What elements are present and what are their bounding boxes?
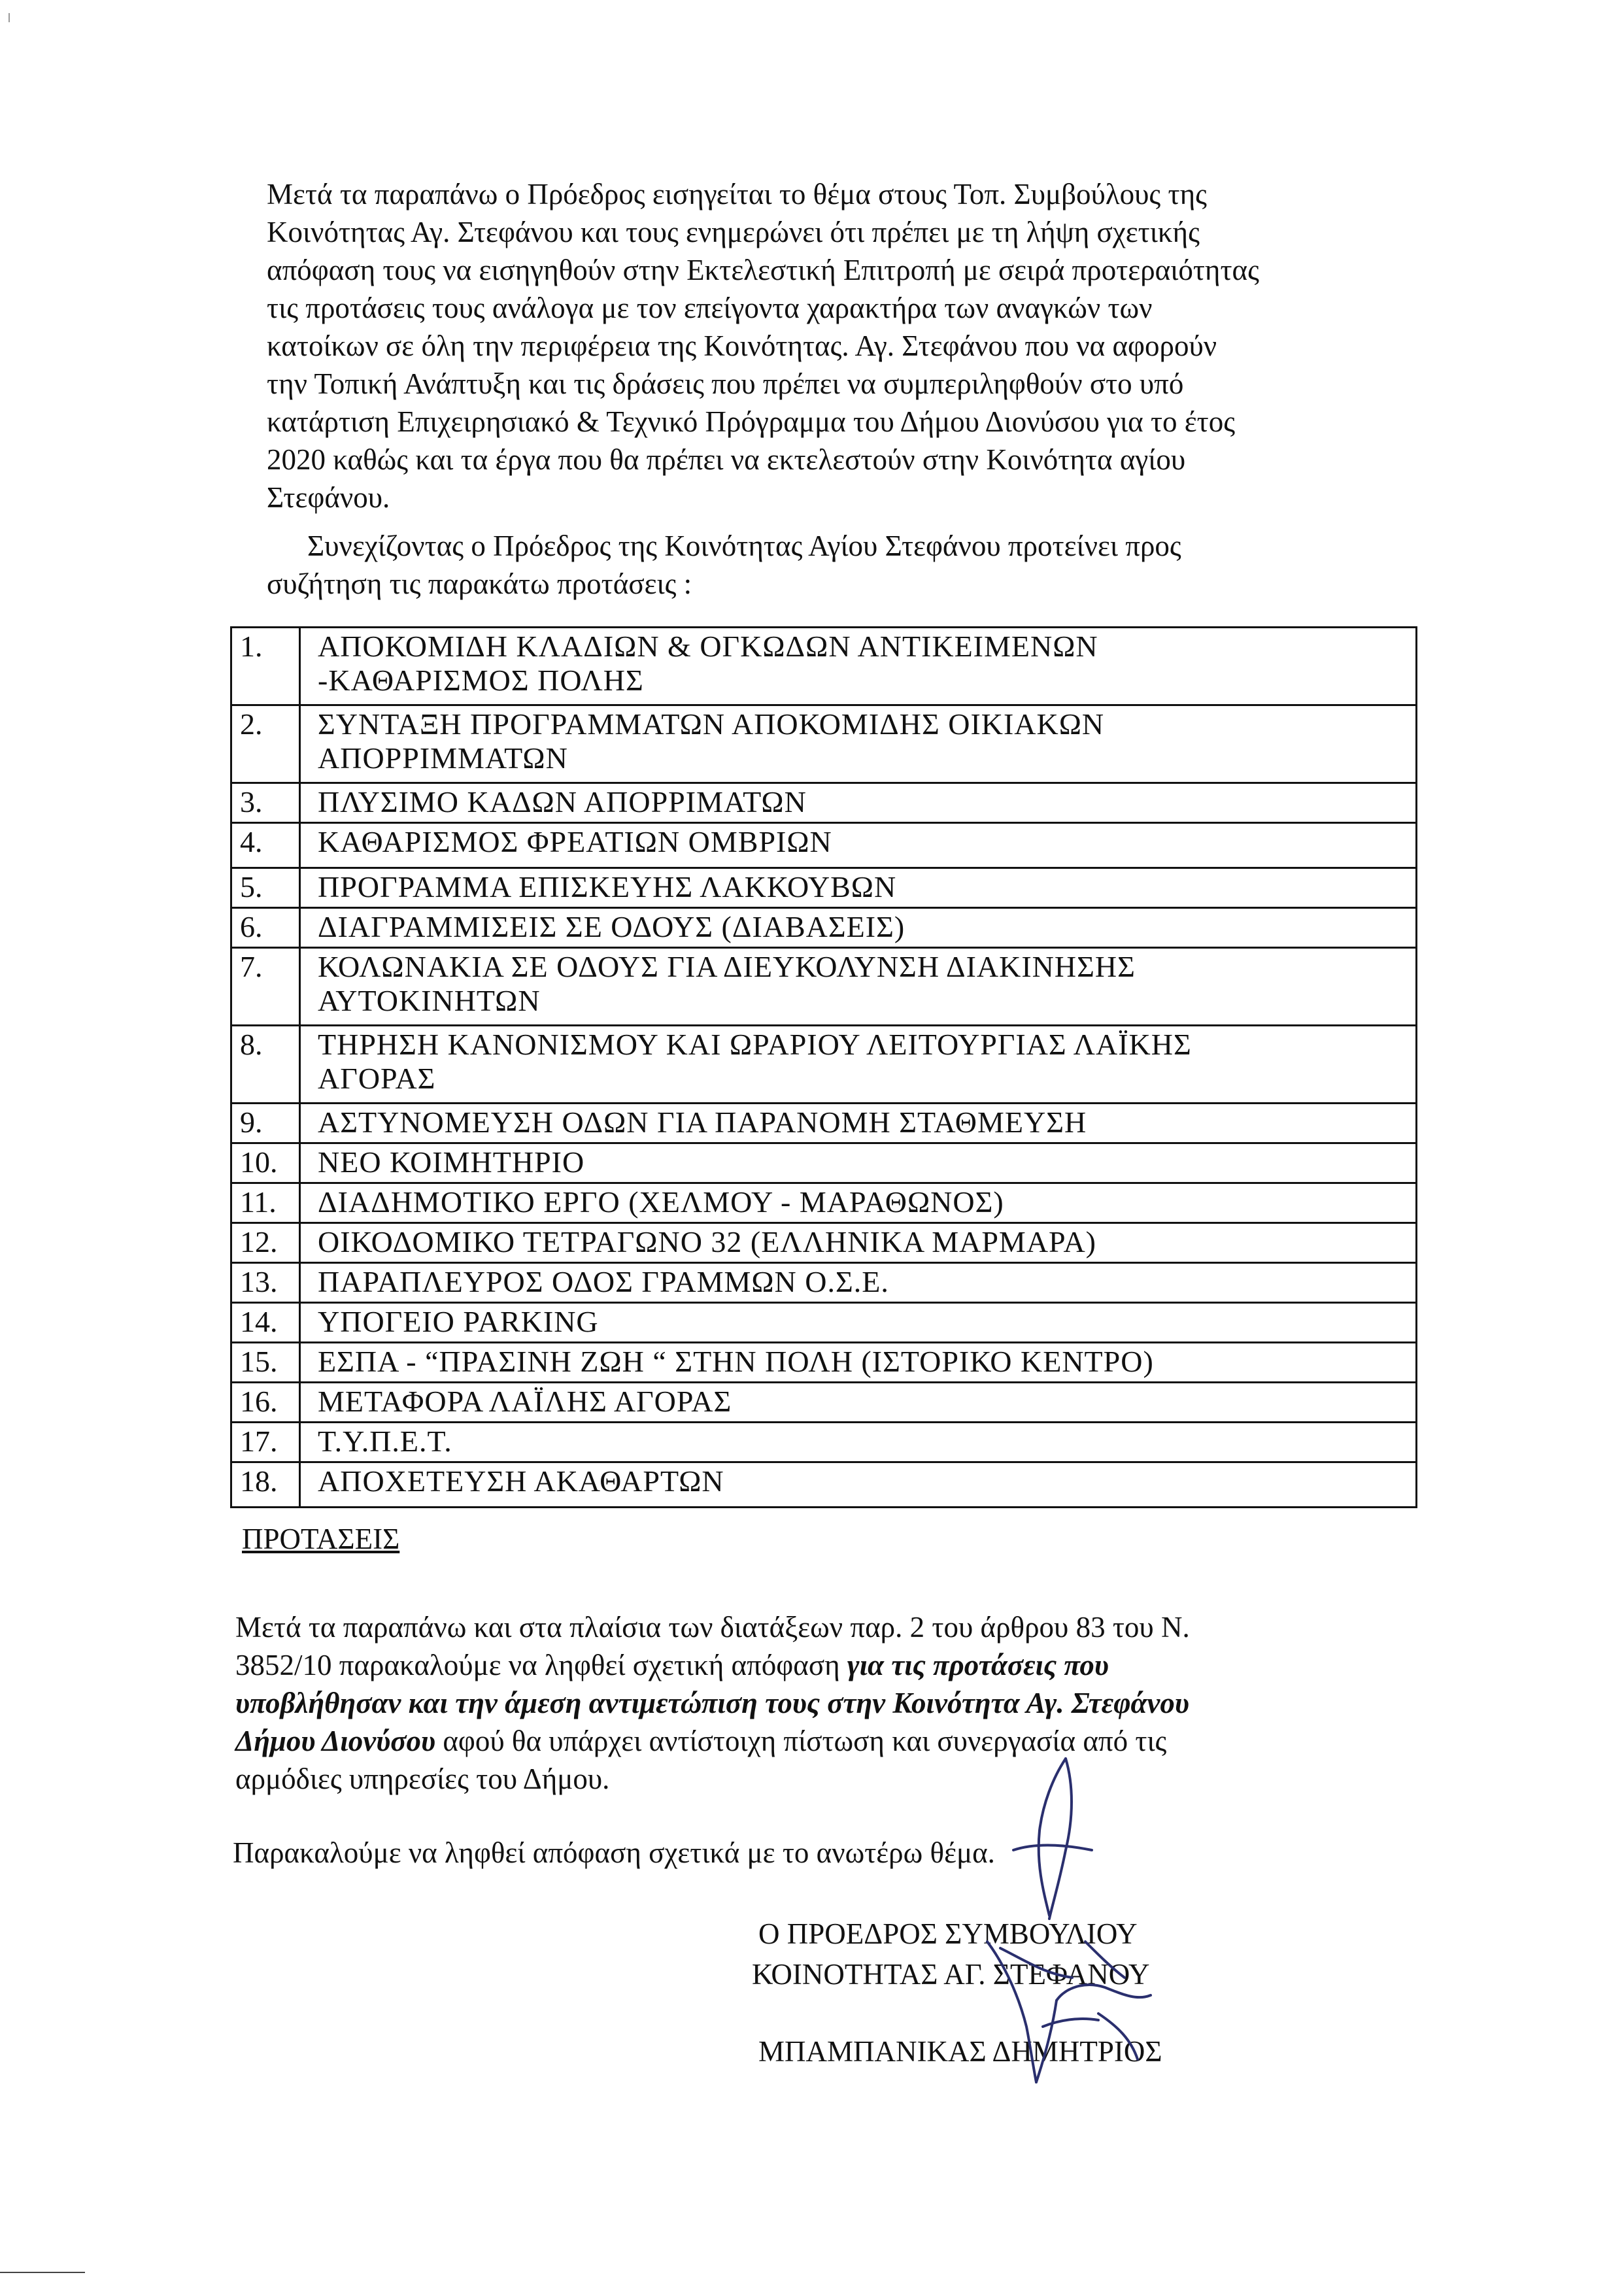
intro-line: κατάρτιση Επιχειρησιακό & Τεχνικό Πρόγραμμα του Δήμου Διονύσου για το έτος <box>267 405 1236 438</box>
item-number: 1. <box>231 628 300 705</box>
item-text: ΠΛΥΣΙΜΟ ΚΑΔΩΝ ΑΠΟΡΡΙΜΑΤΩΝ <box>300 783 1417 823</box>
item-number: 12. <box>231 1223 300 1263</box>
table-row <box>231 908 1417 948</box>
table-row <box>231 1263 1417 1303</box>
intro-line: Στεφάνου. <box>267 481 390 514</box>
scan-mark-top <box>0 0 26 26</box>
handwritten-signature <box>902 1752 1242 2092</box>
closing-line <box>235 1646 1419 1684</box>
table-row <box>231 1383 1417 1423</box>
closing-line <box>235 1684 1419 1722</box>
item-number: 16. <box>231 1383 300 1423</box>
item-number: 10. <box>231 1143 300 1183</box>
item-number: 14. <box>231 1303 300 1343</box>
item-number: 9. <box>231 1104 300 1143</box>
table-row <box>231 705 1417 783</box>
item-line-2: ΑΠΟΡΡΙΜΜΑΤΩΝ <box>318 741 568 775</box>
item-text: ΝΕΟ ΚΟΙΜΗΤΗΡΙΟ <box>300 1143 1417 1183</box>
item-text: ΕΣΠΑ - “ΠΡΑΣΙΝΗ ΖΩΗ “ ΣΤΗΝ ΠΟΛΗ (ΙΣΤΟΡΙΚΟ ΚΕΝΤΡΟ) <box>300 1343 1417 1383</box>
continue-paragraph <box>267 527 1417 603</box>
table-row <box>231 1183 1417 1223</box>
item-number: 15. <box>231 1343 300 1383</box>
item-text <box>300 628 1417 705</box>
proposals-heading: ΠΡΟΤΑΣΕΙΣ <box>242 1523 400 1555</box>
item-line-1: ΤΗΡΗΣΗ ΚΑΝΟΝΙΣΜΟΥ ΚΑΙ ΩΡΑΡΙΟΥ ΛΕΙΤΟΥΡΓΙΑΣ ΛΑΪΚΗΣ <box>318 1028 1192 1061</box>
intro-line: κατοίκων σε όλη την περιφέρεια της Κοινότητας. Αγ. Στεφάνου που να αφορούν <box>267 329 1217 362</box>
item-text: ΑΣΤΥΝΟΜΕΥΣΗ ΟΔΩΝ ΓΙΑ ΠΑΡΑΝΟΜΗ ΣΤΑΘΜΕΥΣΗ <box>300 1104 1417 1143</box>
intro-line: Κοινότητας Αγ. Στεφάνου και τους ενημερώνει ότι πρέπει με τη λήψη σχετικής <box>267 216 1200 248</box>
item-line-1: ΣΥΝΤΑΞΗ ΠΡΟΓΡΑΜΜΑΤΩΝ ΑΠΟΚΟΜΙΔΗΣ ΟΙΚΙΑΚΩΝ <box>318 707 1105 741</box>
item-number: 6. <box>231 908 300 948</box>
request-sentence: Παρακαλούμε να ληφθεί απόφαση σχετικά με το ανωτέρω θέμα. <box>233 1836 995 1869</box>
item-text: ΔΙΑΓΡΑΜΜΙΣΕΙΣ ΣΕ ΟΔΟΥΣ (ΔΙΑΒΑΣΕΙΣ) <box>300 908 1417 948</box>
proposals-table <box>230 626 1417 1508</box>
table-row <box>231 1462 1417 1508</box>
closing-bold-text: Δήμου Διονύσου <box>235 1725 436 1757</box>
table-row <box>231 1423 1417 1462</box>
item-number: 17. <box>231 1423 300 1462</box>
table-row <box>231 1143 1417 1183</box>
table-row <box>231 1223 1417 1263</box>
table-row <box>231 1343 1417 1383</box>
table-row <box>231 868 1417 908</box>
intro-line: 2020 καθώς και τα έργα που θα πρέπει να εκτελεστούν στην Κοινότητα αγίου <box>267 443 1186 476</box>
scan-mark-bottom <box>0 2266 92 2279</box>
table-row <box>231 823 1417 868</box>
item-number: 4. <box>231 823 300 868</box>
item-text: ΚΑΘΑΡΙΣΜΟΣ ΦΡΕΑΤΙΩΝ ΟΜΒΡΙΩΝ <box>300 823 1417 868</box>
item-number: 3. <box>231 783 300 823</box>
item-number: 2. <box>231 705 300 783</box>
item-line-1: ΑΠΟΚΟΜΙΔΗ ΚΛΑΔΙΩΝ & ΟΓΚΩΔΩΝ ΑΝΤΙΚΕΙΜΕΝΩΝ <box>318 630 1098 663</box>
table-row <box>231 628 1417 705</box>
item-text: ΑΠΟΧΕΤΕΥΣΗ ΑΚΑΘΑΡΤΩΝ <box>300 1462 1417 1508</box>
closing-bold-text: υποβλήθησαν και την άμεση αντιμετώπιση τους στην Κοινότητα Αγ. Στεφάνου <box>235 1687 1189 1719</box>
signatory-role-line-2: ΚΟΙΝΟΤΗΤΑΣ ΑΓ. ΣΤΕΦΑΝΟΥ <box>752 1958 1150 1991</box>
item-text: ΠΑΡΑΠΛΕΥΡΟΣ ΟΔΟΣ ΓΡΑΜΜΩΝ Ο.Σ.Ε. <box>300 1263 1417 1303</box>
intro-line: την Τοπική Ανάπτυξη και τις δράσεις που πρέπει να συμπεριληφθούν στο υπό <box>267 367 1184 400</box>
intro-line: τις προτάσεις τους ανάλογα με τον επείγοντα χαρακτήρα των αναγκών των <box>267 292 1153 324</box>
item-number: 13. <box>231 1263 300 1303</box>
table-row <box>231 1303 1417 1343</box>
item-text <box>300 948 1417 1026</box>
item-text <box>300 705 1417 783</box>
closing-line: Μετά τα παραπάνω και στα πλαίσια των διατάξεων παρ. 2 του άρθρου 83 του Ν. <box>235 1611 1190 1644</box>
signatory-name: ΜΠΑΜΠΑΝΙΚΑΣ ΔΗΜΗΤΡΙΟΣ <box>758 2035 1162 2068</box>
item-line-1: ΚΟΛΩΝΑΚΙΑ ΣΕ ΟΔΟΥΣ ΓΙΑ ΔΙΕΥΚΟΛΥΝΣΗ ΔΙΑΚΙΝΗΣΗΣ <box>318 950 1136 983</box>
item-line-2: ΑΓΟΡΑΣ <box>318 1062 436 1095</box>
table-row <box>231 948 1417 1026</box>
item-text: ΠΡΟΓΡΑΜΜΑ ΕΠΙΣΚΕΥΗΣ ΛΑΚΚΟΥΒΩΝ <box>300 868 1417 908</box>
item-text <box>300 1026 1417 1104</box>
continue-line: Συνεχίζοντας ο Πρόεδρος της Κοινότητας Αγίου Στεφάνου προτείνει προς <box>307 530 1181 562</box>
item-number: 8. <box>231 1026 300 1104</box>
item-number: 7. <box>231 948 300 1026</box>
signatory-role-line-1: Ο ΠΡΟΕΔΡΟΣ ΣΥΜΒΟΥΛΙΟΥ <box>758 1917 1138 1950</box>
closing-text: 3852/10 παρακαλούμε να ληφθεί σχετική απόφαση <box>235 1649 847 1681</box>
item-number: 11. <box>231 1183 300 1223</box>
item-text: ΥΠΟΓΕΙΟ PARKING <box>300 1303 1417 1343</box>
closing-line: αρμόδιες υπηρεσίες του Δήμου. <box>235 1763 610 1795</box>
item-number: 5. <box>231 868 300 908</box>
closing-bold-text: για τις προτάσεις που <box>847 1649 1109 1681</box>
intro-line: απόφαση τους να εισηγηθούν στην Εκτελεστική Επιτροπή με σειρά προτεραιότητας <box>267 254 1259 286</box>
table-row <box>231 1026 1417 1104</box>
closing-text: αφού θα υπάρχει αντίστοιχη πίστωση και συνεργασία από τις <box>435 1725 1167 1757</box>
item-text: ΟΙΚΟΔΟΜΙΚΟ ΤΕΤΡΑΓΩΝΟ 32 (ΕΛΛΗΝΙΚΑ ΜΑΡΜΑΡΑ) <box>300 1223 1417 1263</box>
item-number: 18. <box>231 1462 300 1508</box>
item-line-2: -ΚΑΘΑΡΙΣΜΟΣ ΠΟΛΗΣ <box>318 664 644 697</box>
item-line-2: ΑΥΤΟΚΙΝΗΤΩΝ <box>318 984 541 1017</box>
table-row <box>231 1104 1417 1143</box>
intro-paragraph <box>267 175 1417 516</box>
continue-line: συζήτηση τις παρακάτω προτάσεις : <box>267 567 692 600</box>
intro-line: Μετά τα παραπάνω ο Πρόεδρος εισηγείται το θέμα στους Τοπ. Συμβούλους της <box>267 178 1207 211</box>
item-text: Τ.Υ.Π.Ε.Τ. <box>300 1423 1417 1462</box>
table-row <box>231 783 1417 823</box>
item-text: ΔΙΑΔΗΜΟΤΙΚΟ ΕΡΓΟ (ΧΕΛΜΟΥ - ΜΑΡΑΘΩΝΟΣ) <box>300 1183 1417 1223</box>
item-text: ΜΕΤΑΦΟΡΑ ΛΑΪΛΗΣ ΑΓΟΡΑΣ <box>300 1383 1417 1423</box>
